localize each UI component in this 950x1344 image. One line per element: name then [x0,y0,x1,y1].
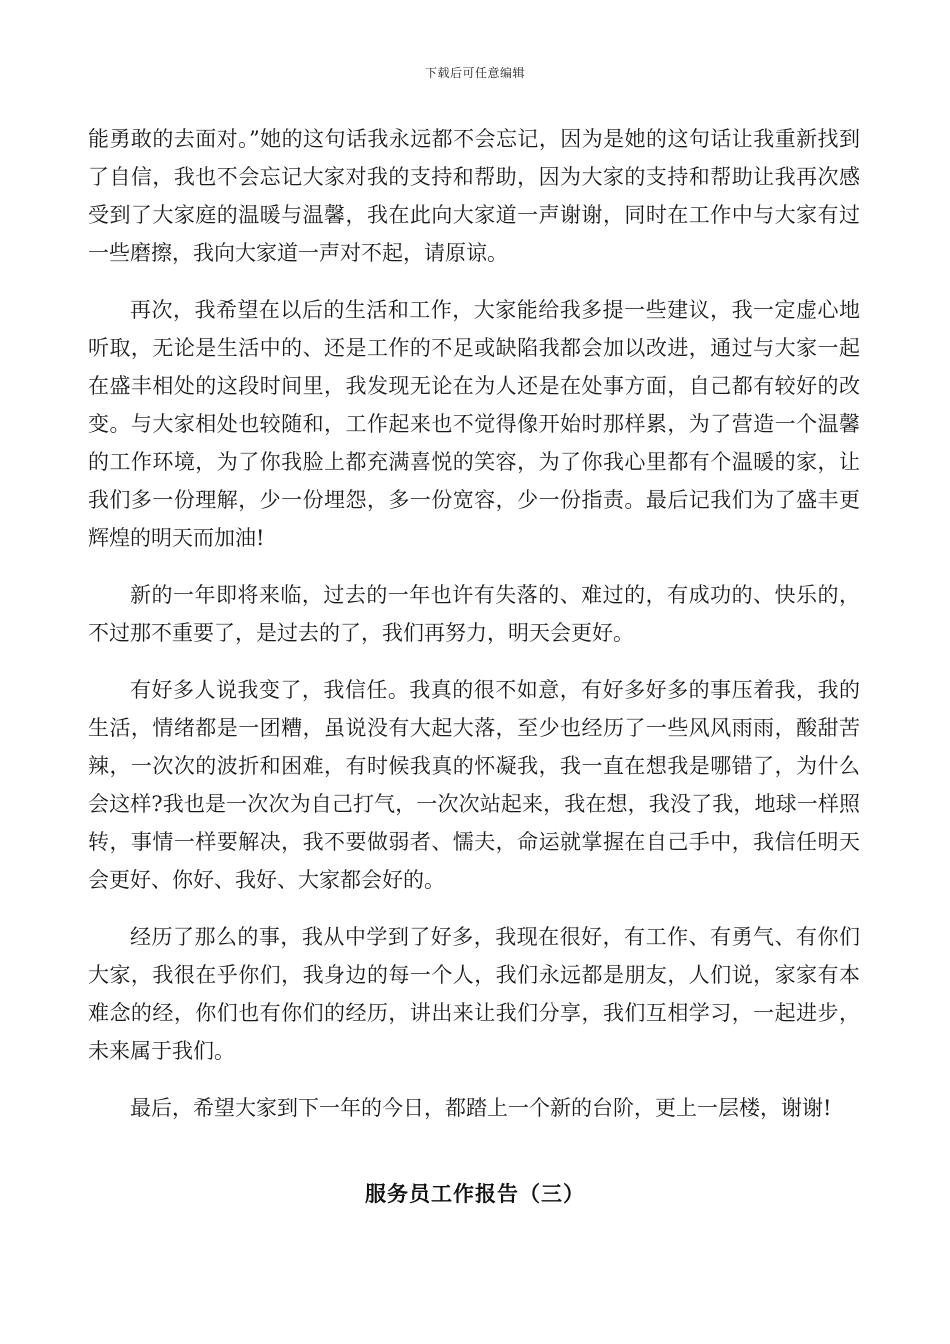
paragraph-2: 再次，我希望在以后的生活和工作，大家能给我多提一些建议，我一定虚心地听取，无论是生活中的、还是工作的不足或缺陷我都会加以改进，通过与大家一起在盛丰相处的这段时间里，我发现无论在为人还是在处事方面，自己都有较好的改变。与大家相处也较随和，工作起来也不觉得像开始时那样累，为了营造一个温馨的工作环境，为了你我脸上都充满喜悦的笑容，为了你我心里都有个温暖的家，让我们多一份理解，少一份埋怨，多一份宽容，少一份指责。最后记我们为了盛丰更辉煌的明天而加油! [88,298,860,550]
section-title: 服务员工作报告（三） [365,1181,585,1206]
paragraph-1: 能勇敢的去面对。”她的这句话我永远都不会忘记，因为是她的这句话让我重新找到了自信，我也不会忘记大家对我的支持和帮助，因为大家的支持和帮助让我再次感受到了大家庭的温暖与温馨，我在此向大家道一声谢谢，同时在工作中与大家有过一些磨擦，我向大家道一声对不起，请原谅。 [88,127,860,265]
paragraph-6: 最后，希望大家到下一年的今日，都踏上一个新的台阶，更上一层楼，谢谢! [130,1096,832,1120]
paragraph-3: 新的一年即将来临，过去的一年也许有失落的、难过的，有成功的、快乐的，不过那不重要了，是过去的了，我们再努力，明天会更好。 [88,583,860,645]
page-header-note: 下载后可任意编辑 [424,66,525,80]
document-body [88,120,860,1146]
paragraph-4: 有好多人说我变了，我信任。我真的很不如意，有好多好多的事压着我，我的生活，情绪都是一团糟，虽说没有大起大落，至少也经历了一些风风雨雨，酸甜苦辣，一次次的波折和困难，有时候我真的怀凝我，我一直在想我是哪错了，为什么会这样?我也是一次次为自己打气，一次次站起来，我在想，我没了我，地球一样照转，事情一样要解决，我不要做弱者、懦夫，命运就掌握在自己手中，我信任明天会更好、你好、我好、大家都会好的。 [88,678,860,892]
paragraph-5: 经历了那么的事，我从中学到了好多，我现在很好，有工作、有勇气、有你们大家，我很在乎你们，我身边的每一个人，我们永远都是朋友，人们说，家家有本难念的经，你们也有你们的经历，讲出来让我们分享，我们互相学习，一起进步，未来属于我们。 [88,925,860,1063]
